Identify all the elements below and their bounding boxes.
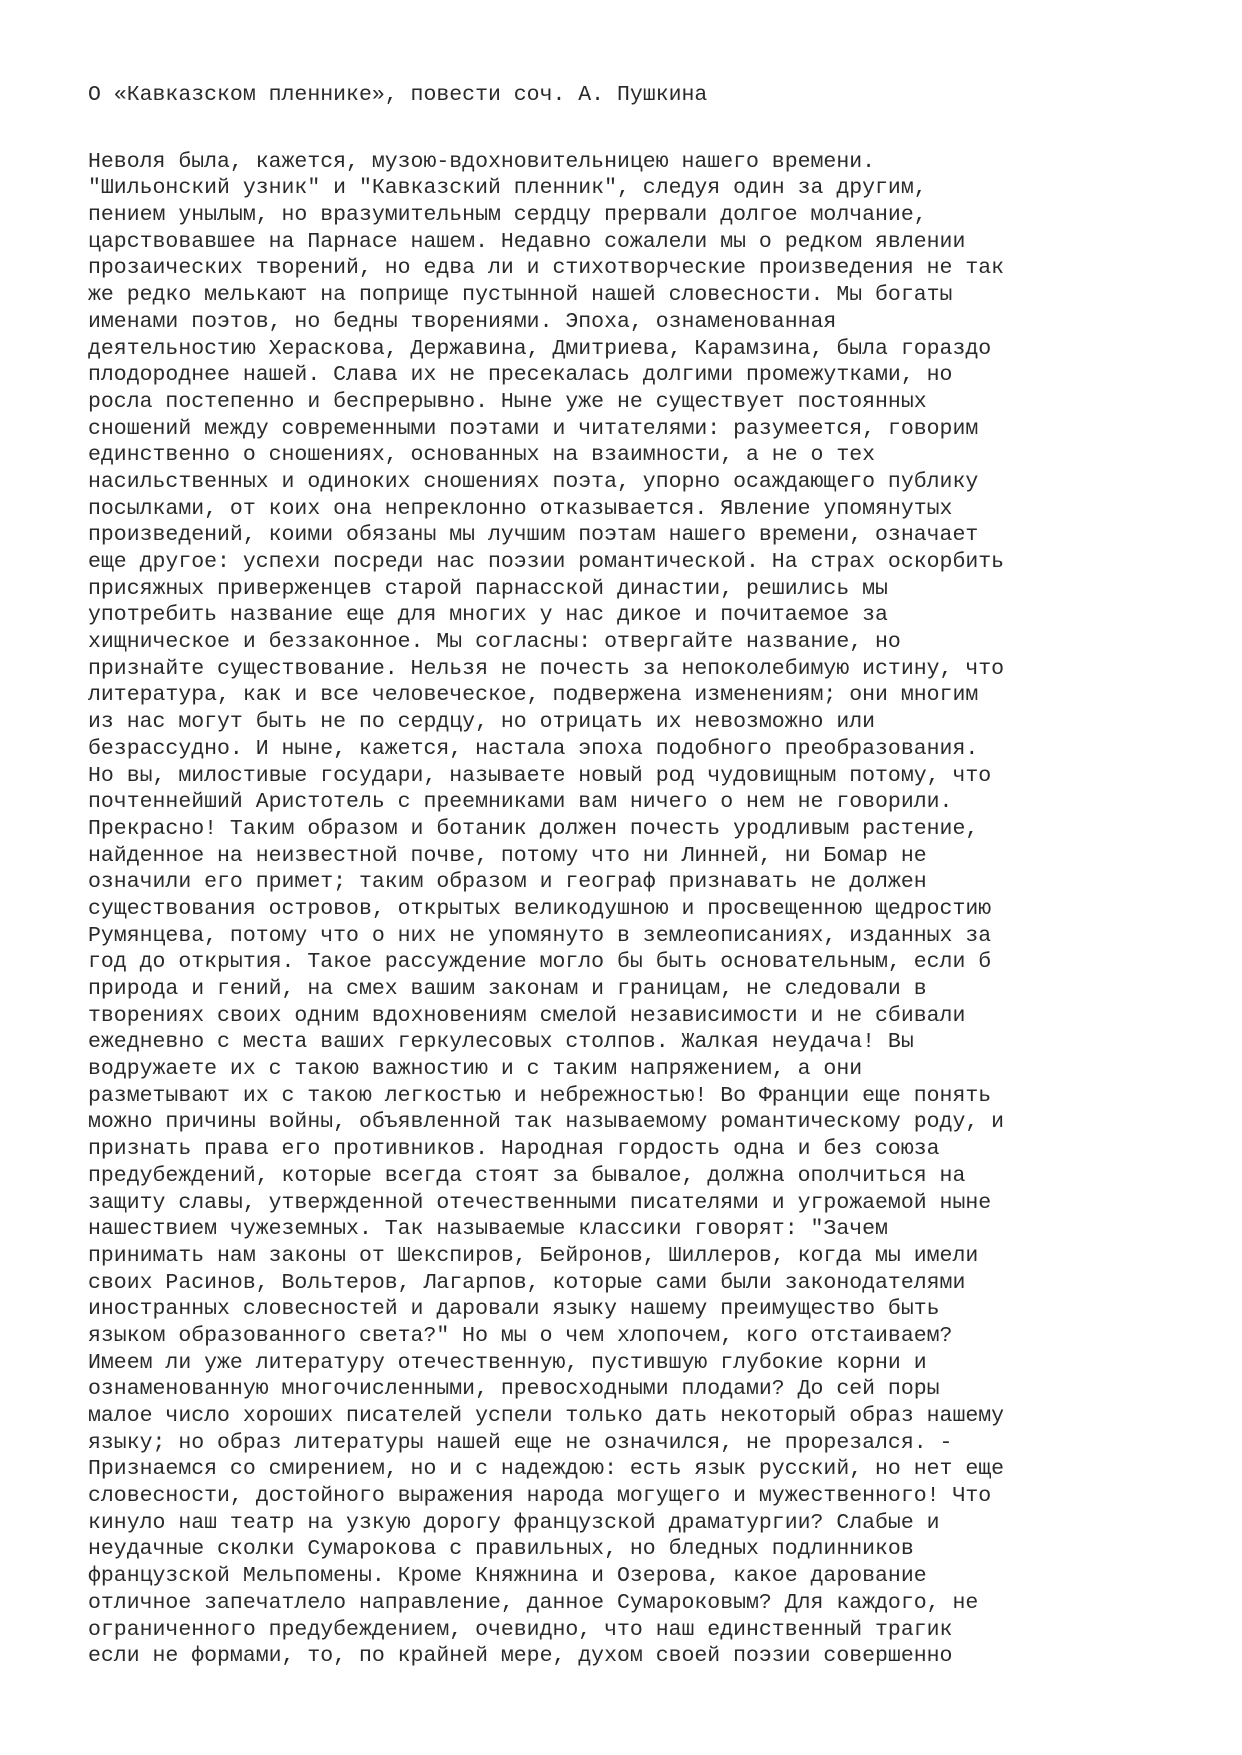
text-line: иностранных словесностей и даровали языку нашему преимущество быть	[88, 1297, 940, 1322]
text-line: росла постепенно и беспрерывно. Ныне уже не существует постоянных	[88, 389, 927, 414]
text-line: ознаменованную многочисленными, превосходными плодами? До сей поры	[88, 1377, 940, 1402]
text-line: предубеждений, которые всегда стоят за бывалое, должна ополчиться на	[88, 1163, 966, 1188]
text-line: пением унылым, но вразумительным сердцу прервали долгое молчание,	[88, 203, 927, 228]
text-line: признайте существование. Нельзя не почесть за непоколебимую истину, что	[88, 656, 1005, 681]
text-line: существования островов, открытых великодушною и просвещенною щедростию	[88, 896, 992, 921]
text-line: год до открытия. Такое рассуждение могло бы быть основательным, если б	[88, 950, 992, 975]
text-line: из нас могут быть не по сердцу, но отрицать их невозможно или	[88, 710, 876, 735]
text-line: разметывают их с такою легкостью и небрежностью! Во Франции еще понять	[88, 1083, 992, 1108]
text-line: ежедневно с места ваших геркулесовых столпов. Жалкая неудача! Вы	[88, 1030, 914, 1055]
text-line: почтеннейший Аристотель с преемниками вам ничего о нем не говорили.	[88, 790, 953, 815]
text-line: нашествием чужеземных. Так называемые классики говорят: "Зачем	[88, 1217, 888, 1242]
text-line: неудачные сколки Сумарокова с правильных, но бледных подлинников	[88, 1537, 914, 1562]
text-line: прозаических творений, но едва ли и стихотворческие произведения не так	[88, 256, 1005, 281]
text-line: плодороднее нашей. Слава их не пресекалась долгими промежутками, но	[88, 363, 953, 388]
text-line: найденное на неизвестной почве, потому что ни Линней, ни Бомар не	[88, 843, 927, 868]
text-line: словесности, достойного выражения народа могущего и мужественного! Что	[88, 1484, 992, 1509]
document-body	[88, 149, 1178, 1670]
text-line: защиту славы, утвержденной отечественными писателями и угрожаемой ныне	[88, 1190, 992, 1215]
text-line: Признаемся со смирением, но и с надеждою: есть язык русский, но нет еще	[88, 1457, 1005, 1482]
text-line: хищническое и беззаконное. Мы согласны: отвергайте название, но	[88, 630, 901, 655]
text-line: означили его примет; таким образом и географ признавать не должен	[88, 870, 927, 895]
text-line: Румянцева, потому что о них не упомянуто в землеописаниях, изданных за	[88, 923, 992, 948]
text-line: водружаете их с такою важностию и с таким напряжением, а они	[88, 1057, 863, 1082]
text-line: Имеем ли уже литературу отечественную, пустившую глубокие корни и	[88, 1350, 927, 1375]
text-line: произведений, коими обязаны мы лучшим поэтам нашего времени, означает	[88, 523, 979, 548]
text-line: французской Мельпомены. Кроме Княжнина и Озерова, какое дарование	[88, 1564, 927, 1589]
text-line: признать права его противников. Народная гордость одна и без союза	[88, 1137, 940, 1162]
text-line: же редко мелькают на поприще пустынной нашей словесности. Мы богаты	[88, 283, 953, 308]
text-line: именами поэтов, но бедны творениями. Эпоха, ознаменованная	[88, 309, 837, 334]
text-line: языку; но образ литературы нашей еще не означился, не прорезался. -	[88, 1430, 953, 1455]
text-line: своих Расинов, Вольтеров, Лагарпов, которые сами были законодателями	[88, 1270, 966, 1295]
text-line: "Шильонский узник" и "Кавказский пленник", следуя один за другим,	[88, 176, 927, 201]
text-line: Прекрасно! Таким образом и ботаник должен почесть уродливым растение,	[88, 816, 979, 841]
text-line: если не формами, то, по крайней мере, духом своей поэзии совершенно	[88, 1644, 953, 1669]
text-line: деятельностию Хераскова, Державина, Дмитриева, Карамзина, была гораздо	[88, 336, 992, 361]
text-line: принимать нам законы от Шекспиров, Бейронов, Шиллеров, когда мы имели	[88, 1243, 979, 1268]
document-title: О «Кавказском пленнике», повести соч. А. Пушкина	[88, 83, 708, 107]
text-line: кинуло наш театр на узкую дорогу французской драматургии? Слабые и	[88, 1510, 940, 1535]
text-line: можно причины войны, объявленной так называемому романтическому роду, и	[88, 1110, 1005, 1135]
text-line: еще другое: успехи посреди нас поэзии романтической. На страх оскорбить	[88, 550, 1005, 575]
text-line: единственно о сношениях, основанных на взаимности, а не о тех	[88, 443, 876, 468]
text-line: Неволя была, кажется, музою-вдохновительницею нашего времени.	[88, 149, 876, 174]
document-page	[88, 82, 1178, 1670]
text-line: литература, как и все человеческое, подвержена изменениям; они многим	[88, 683, 979, 708]
text-line: посылками, от коих она непреклонно отказывается. Явление упомянутых	[88, 496, 953, 521]
text-line: присяжных приверженцев старой парнасской династии, решились мы	[88, 576, 888, 601]
text-line: царствовавшее на Парнасе нашем. Недавно сожалели мы о редком явлении	[88, 229, 966, 254]
text-line: природа и гений, на смех вашим законам и границам, не следовали в	[88, 977, 927, 1002]
text-line: ограниченного предубеждением, очевидно, что наш единственный трагик	[88, 1617, 953, 1642]
text-line: творениях своих одним вдохновениям смелой независимости и не сбивали	[88, 1003, 966, 1028]
text-line: языком образованного света?" Но мы о чем хлопочем, кого отстаиваем?	[88, 1323, 953, 1348]
text-line: сношений между современными поэтами и читателями: разумеется, говорим	[88, 416, 979, 441]
text-line: малое число хороших писателей успели только дать некоторый образ нашему	[88, 1404, 1005, 1429]
text-line: употребить название еще для многих у нас дикое и почитаемое за	[88, 603, 888, 628]
text-line: безрассудно. И ныне, кажется, настала эпоха подобного преобразования.	[88, 736, 979, 761]
text-line: насильственных и одиноких сношениях поэта, упорно осаждающего публику	[88, 469, 979, 494]
text-line: Но вы, милостивые государи, называете новый род чудовищным потому, что	[88, 763, 992, 788]
text-line: отличное запечатлело направление, данное Сумароковым? Для каждого, не	[88, 1590, 979, 1615]
